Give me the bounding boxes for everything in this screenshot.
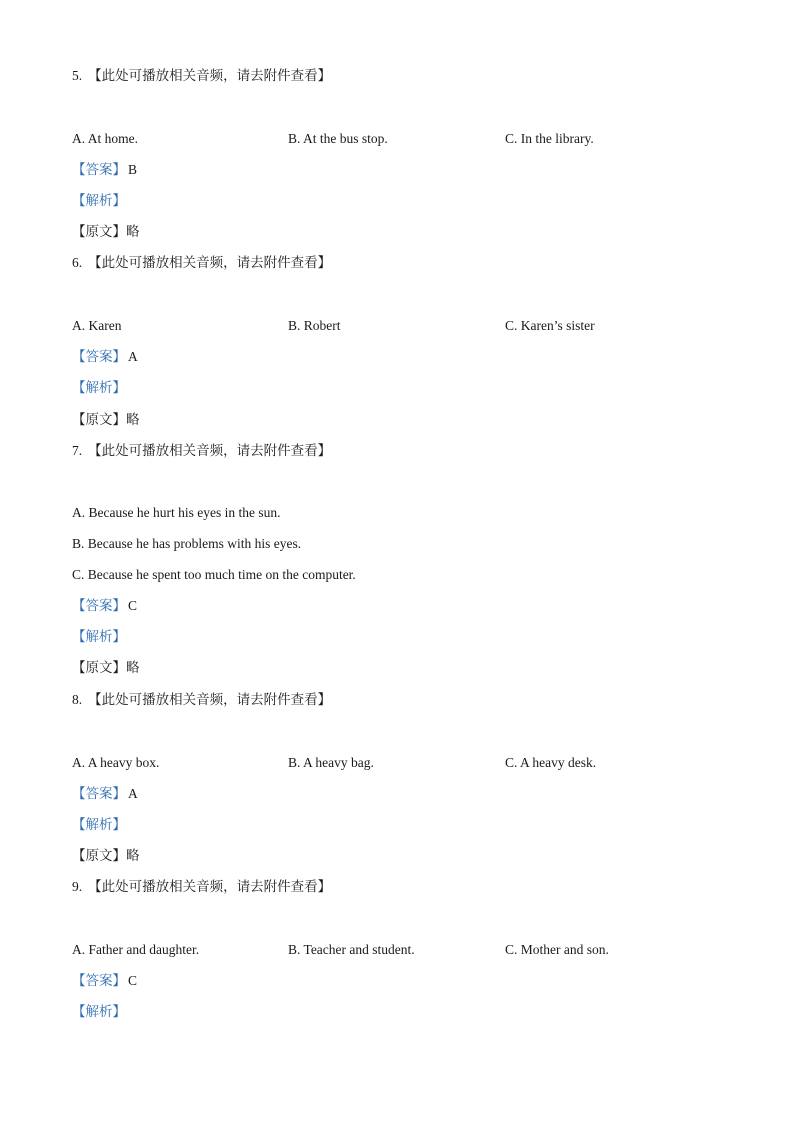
answer-line [72, 596, 137, 616]
audio-prompt[interactable]: 【此处可播放相关音频，请去附件查看】 [88, 68, 332, 84]
option-a: A. At home. [72, 131, 138, 146]
option-c: C. Karen’s sister [505, 318, 595, 333]
option-c: C. Mother and son. [505, 942, 609, 957]
answer-value: C [128, 973, 138, 988]
option-b: B. At the bus stop. [288, 131, 388, 146]
answer-line [72, 971, 137, 991]
audio-prompt[interactable]: 【此处可播放相关音频，请去附件查看】 [88, 255, 332, 271]
answer-line [72, 347, 138, 367]
original-value: 略 [126, 412, 140, 428]
analysis-label: 【解析】 [72, 380, 126, 396]
answer-line [72, 160, 137, 180]
option-c: C. A heavy desk. [505, 755, 597, 770]
option-a: A. A heavy box. [72, 755, 160, 770]
analysis-label: 【解析】 [72, 629, 126, 645]
option-a: A. Because he hurt his eyes in the sun. [72, 505, 281, 520]
answer-label: 【答案】 [72, 973, 126, 989]
audio-prompt[interactable]: 【此处可播放相关音频，请去附件查看】 [88, 692, 332, 708]
question-title [72, 877, 331, 897]
question-number: 8. [72, 692, 83, 707]
original-line [72, 222, 140, 242]
audio-prompt[interactable]: 【此处可播放相关音频，请去附件查看】 [88, 879, 332, 895]
question-title [72, 66, 331, 86]
analysis-label: 【解析】 [72, 193, 126, 209]
option-c: C. Because he spent too much time on the computer. [72, 567, 356, 582]
question-number: 7. [72, 443, 83, 458]
analysis-line [72, 815, 126, 835]
question-title [72, 441, 331, 461]
original-line [72, 658, 140, 678]
question-number: 6. [72, 255, 83, 270]
option-b: B. Robert [288, 318, 341, 333]
option-b: B. Teacher and student. [288, 942, 415, 957]
option-b: B. Because he has problems with his eyes. [72, 536, 302, 551]
answer-line [72, 784, 138, 804]
answer-label: 【答案】 [72, 598, 126, 614]
analysis-line [72, 191, 126, 211]
answer-label: 【答案】 [72, 786, 126, 802]
answer-value: C [128, 598, 138, 613]
analysis-line [72, 627, 126, 647]
analysis-line [72, 378, 126, 398]
analysis-line [72, 1002, 126, 1022]
question-number: 5. [72, 68, 83, 83]
question-number: 9. [72, 879, 83, 894]
original-value: 略 [126, 660, 140, 676]
original-label: 【原文】 [72, 848, 126, 864]
original-line [72, 410, 140, 430]
question-title [72, 690, 331, 710]
answer-value: A [128, 786, 138, 801]
answer-value: A [128, 349, 138, 364]
original-value: 略 [126, 224, 140, 240]
analysis-label: 【解析】 [72, 817, 126, 833]
option-c: C. In the library. [505, 131, 594, 146]
option-b: B. A heavy bag. [288, 755, 374, 770]
original-label: 【原文】 [72, 412, 126, 428]
original-label: 【原文】 [72, 224, 126, 240]
original-label: 【原文】 [72, 660, 126, 676]
original-value: 略 [126, 848, 140, 864]
answer-label: 【答案】 [72, 349, 126, 365]
answer-value: B [128, 162, 138, 177]
analysis-label: 【解析】 [72, 1004, 126, 1020]
option-a: A. Karen [72, 318, 122, 333]
question-title [72, 253, 331, 273]
original-line [72, 846, 140, 866]
answer-label: 【答案】 [72, 162, 126, 178]
option-a: A. Father and daughter. [72, 942, 200, 957]
audio-prompt[interactable]: 【此处可播放相关音频，请去附件查看】 [88, 443, 332, 459]
